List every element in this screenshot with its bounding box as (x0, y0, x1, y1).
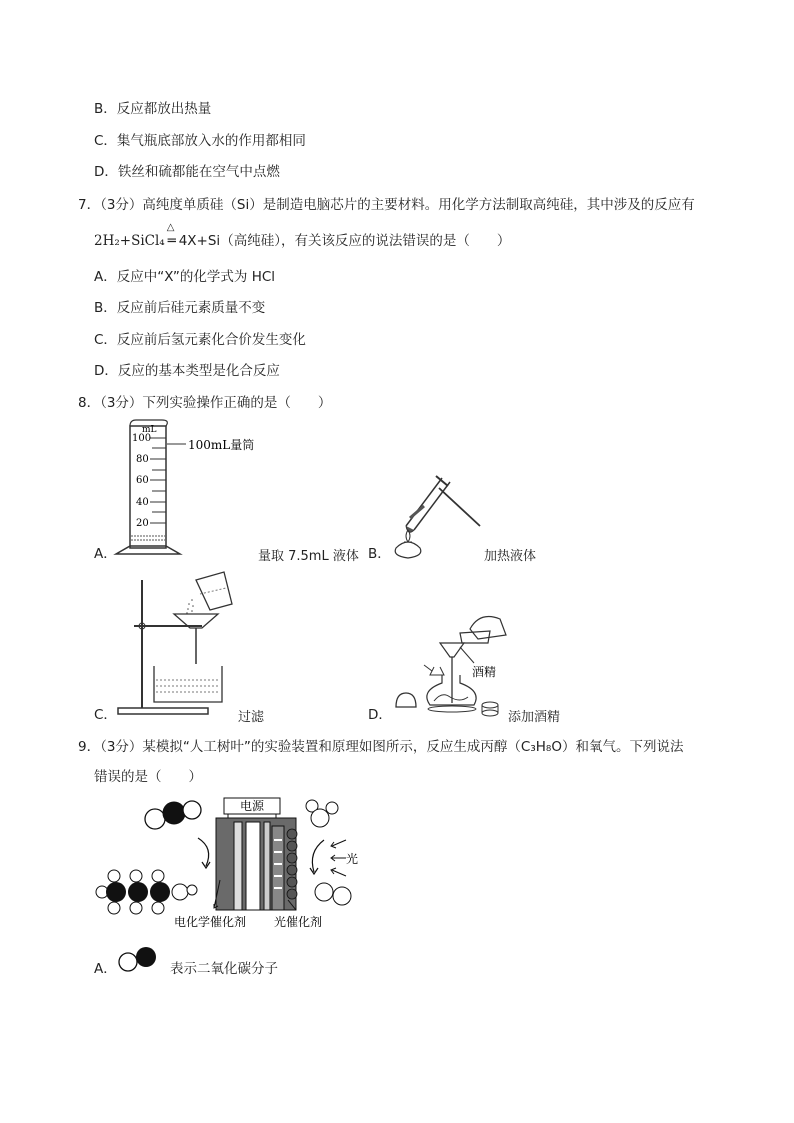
heating-test-tube-figure (384, 470, 494, 560)
q9-option-a-text: 表示二氧化碳分子 (170, 961, 278, 977)
q7-option-c: C．反应前后氢元素化合价发生变化 (94, 332, 306, 348)
tick-label-60: 60 (136, 475, 149, 486)
adding-alcohol-figure (390, 605, 520, 723)
graduated-cylinder-figure (112, 418, 272, 558)
q9-option-a-letter: A． (94, 961, 117, 977)
cylinder-label: 100mL量筒 (188, 438, 255, 452)
artificial-leaf-figure (88, 796, 388, 936)
alcohol-label: 酒精 (472, 665, 497, 679)
q6-option-b: B．反应都放出热量 (94, 101, 212, 117)
co2-molecule-icon (116, 946, 168, 972)
light-label: 光 (346, 852, 359, 866)
equation-reactants: 2H₂+SiCl₄ (94, 233, 165, 249)
equation-products: 4X+Si（高纯硅），有关该反应的说法错误的是（ ） (178, 233, 511, 249)
tick-label-100: 100 (132, 433, 152, 444)
tick-label-80: 80 (136, 454, 149, 465)
q8-option-b-letter: B． (368, 546, 391, 562)
q7-option-d: D．反应的基本类型是化合反应 (94, 363, 280, 379)
q8-option-c-letter: C． (94, 707, 117, 723)
q7-option-a: A．反应中“X”的化学式为 HCl (94, 269, 276, 285)
q8-option-c-caption: 过滤 (238, 710, 265, 725)
q7-option-b: B．反应前后硅元素质量不变 (94, 300, 266, 316)
tick-label-20: 20 (136, 518, 149, 529)
heat-condition-icon: △ (166, 222, 175, 233)
q6-option-d: D．铁丝和硫都能在空气中点燃 (94, 164, 280, 180)
q8-option-d-letter: D． (368, 707, 392, 723)
q8-option-b-caption: 加热液体 (484, 549, 537, 564)
tick-label-40: 40 (136, 497, 149, 508)
q8-option-a-caption: 量取 7.5mL 液体 (258, 549, 359, 564)
q7-equation (94, 222, 511, 250)
electro-catalyst-label: 电化学催化剂 (174, 915, 247, 929)
q8-option-d-caption: 添加酒精 (508, 710, 561, 725)
equation-arrow: △ ═ (165, 232, 179, 250)
filtration-figure (114, 568, 254, 720)
q9-stem-line-2: 错误的是（ ） (94, 769, 202, 785)
q9-stem-line-1: 9．（3分）某模拟“人工树叶”的实验装置和原理如图所示，反应生成丙醇（C₃H₈O）和氧气。下列说法 (78, 739, 684, 755)
q6-option-c: C．集气瓶底部放入水的作用都相同 (94, 133, 306, 149)
q7-stem: 7．（3分）高纯度单质硅（Si）是制造电脑芯片的主要材料。用化学方法制取高纯硅，其中涉及的反应有 (78, 197, 695, 213)
photo-catalyst-label: 光催化剂 (274, 915, 323, 929)
cylinder-unit: mL (142, 425, 157, 435)
q8-stem: 8．（3分）下列实验操作正确的是（ ） (78, 395, 332, 411)
q8-option-a-letter: A． (94, 546, 117, 562)
power-label: 电源 (240, 799, 265, 813)
